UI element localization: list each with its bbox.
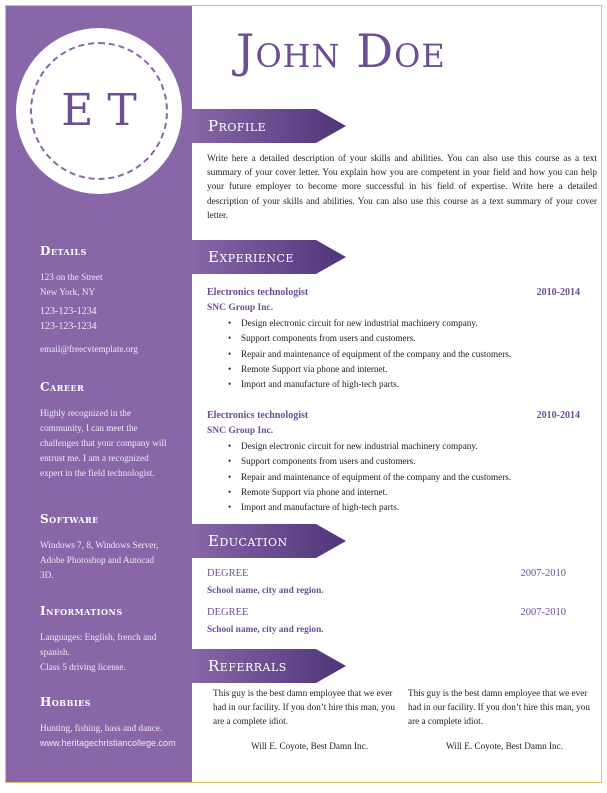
referral-quote: This guy is the best damn employee that we ever had in our facility. If you don’t hire this man, you are a complete idiot.: [213, 688, 395, 726]
education-heading: Education: [208, 532, 288, 550]
experience-heading: Experience: [208, 248, 294, 266]
job-duty: • Import and manufacture of high-tech parts.: [241, 500, 592, 515]
education-years: 2007-2010: [520, 568, 566, 579]
profile-text: Write here a detailed description of your skills and abilities. You can also use this course as a text summary of your cover letter. You explain how you are competent in your field and how you can help your future employer to become more successful in his field of expertise. Write here a detailed description of your skills and abilities. You can also use this course as a text summary of your cover letter.: [207, 154, 597, 221]
hobbies-section: [40, 695, 180, 736]
hobbies-heading: Hobbies: [40, 695, 91, 709]
hobbies-text: Hunting, fishing, bass and dance.: [40, 723, 163, 733]
referral-signature: Will E. Coyote, Best Damn Inc.: [251, 741, 369, 751]
education-years: 2007-2010: [520, 607, 566, 618]
resume-page: [5, 5, 602, 783]
experience-banner: [192, 240, 346, 274]
job-duty: • Remote Support via phone and internet.: [241, 485, 592, 500]
referral-quote: This guy is the best damn employee that we ever had in our facility. If you don’t hire this man, you are a complete idiot.: [408, 688, 590, 726]
education-banner: [192, 524, 346, 558]
job-duty: • Support components from users and customers.: [241, 331, 592, 346]
software-heading: Software: [40, 512, 99, 526]
job-duties: [207, 439, 592, 515]
experience-entry: [207, 287, 592, 392]
sidebar: [6, 6, 192, 782]
job-duty: • Support components from users and customers.: [241, 454, 592, 469]
education-school: School name, city and region.: [207, 586, 324, 596]
software-text: Windows 7, 8, Windows Server, Adobe Photoshop and Autocad 3D.: [40, 540, 159, 580]
job-title: Electronics technologist: [207, 287, 309, 298]
education-entry: [207, 568, 592, 596]
informations-text: Languages: English, french and spanish. Class 5 driving license.: [40, 632, 157, 672]
job-duty: • Remote Support via phone and internet.: [241, 362, 592, 377]
job-company: SNC Group Inc.: [207, 426, 274, 436]
profile-heading: Profile: [208, 117, 267, 135]
monogram-initials: ET: [61, 85, 151, 136]
details-address: 123 on the Street New York, NY: [40, 272, 103, 297]
job-duties: [207, 316, 592, 392]
job-duty: • Design electronic circuit for new industrial machinery company.: [241, 439, 592, 454]
job-duty: • Repair and maintenance of equipment of the company and the customers.: [241, 470, 592, 485]
referrals-banner: [192, 649, 346, 683]
experience-entry: [207, 410, 592, 515]
software-section: [40, 512, 180, 583]
referrals-heading: Referrals: [208, 657, 287, 675]
job-duty: • Repair and maintenance of equipment of the company and the customers.: [241, 347, 592, 362]
details-section: [40, 244, 180, 357]
job-years: 2010-2014: [536, 287, 580, 298]
education-entry: [207, 607, 592, 635]
career-heading: Career: [40, 380, 85, 394]
job-company: SNC Group Inc.: [207, 303, 274, 313]
profile-banner: [192, 109, 346, 143]
details-email: email@freecvtemplate.org: [40, 344, 138, 354]
details-heading: Details: [40, 244, 87, 258]
informations-section: [40, 604, 180, 675]
job-title: Electronics technologist: [207, 410, 309, 421]
career-text: Highly recognized in the community, I can meet the challenges that your company will entrust me. I am a recognized expert in the field technologist.: [40, 408, 167, 478]
job-duty: • Design electronic circuit for new industrial machinery company.: [241, 316, 592, 331]
monogram-badge: [16, 28, 182, 194]
career-section: [40, 380, 180, 481]
job-years: 2010-2014: [536, 410, 580, 421]
education-degree: DEGREE: [207, 607, 249, 618]
candidate-name: John Doe: [236, 24, 446, 78]
education-school: School name, city and region.: [207, 625, 324, 635]
job-duty: • Import and manufacture of high-tech parts.: [241, 377, 592, 392]
education-degree: DEGREE: [207, 568, 249, 579]
watermark-text: www.heritagechristiancollege.com: [40, 738, 176, 748]
details-phones: 123-123-1234 123-123-1234: [40, 306, 97, 332]
informations-heading: Informations: [40, 604, 123, 618]
referral-signature: Will E. Coyote, Best Damn Inc.: [446, 741, 564, 751]
